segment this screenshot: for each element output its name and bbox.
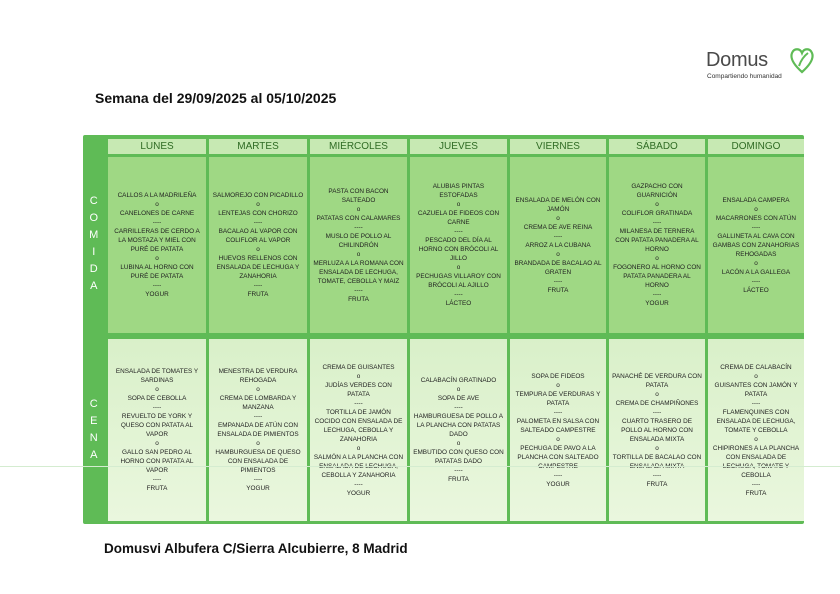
dish-line: CARRILLERAS DE CERDO A LA MOSTAZA Y MIEL CON PURÉ DE PATATA <box>114 228 200 253</box>
dish-line: MILANESA DE TERNERA CON PATATA PANADERA AL HORNO <box>615 228 699 253</box>
dish-line: o <box>256 246 260 253</box>
day-header-viernes: VIERNES <box>510 139 606 154</box>
comida-letter: O <box>89 212 99 224</box>
dish-line: ENSALADA DE MELÓN CON JAMÓN <box>515 196 601 213</box>
dish-line: ---- <box>354 223 363 231</box>
dish-line: o <box>754 259 758 267</box>
comida-cell-jueves <box>410 157 507 333</box>
dish-line: FRUTA <box>448 476 469 483</box>
dish-line: FRUTA <box>745 489 767 497</box>
dish-line: CHIPIRONES A LA PLANCHA CON ENSALADA DE CEBOLLA <box>712 444 800 479</box>
dish-line: PATATAS CON CALAMARES <box>316 214 401 222</box>
dish-line: TORTILLA DE JAMÓN COCIDO CON ENSALADA DE LECHUGA, CEBOLLA Y ZANAHORIA <box>314 408 403 443</box>
dish-line: ---- <box>751 223 761 231</box>
dish-line: o <box>556 250 560 258</box>
dish-line: EMBUTIDO CON QUESO CON PATATAS DADO <box>413 449 504 465</box>
dish-line: o <box>456 264 461 271</box>
cena-cell-domingo <box>708 339 804 521</box>
dish-line: o <box>655 201 659 208</box>
dish-line: CREMA DE CALABACÍN <box>720 363 792 371</box>
dish-line: SOPA DE CEBOLLA <box>127 395 187 402</box>
dish-line: ---- <box>553 277 563 285</box>
comida-cell-domingo <box>708 157 804 333</box>
dish-line: CREMA DE CHAMPIÑONES <box>615 399 699 407</box>
dish-line: LÁCTEO <box>445 300 472 307</box>
dish-line: ENSALADA CAMPERA <box>722 196 790 204</box>
dish-line: o <box>754 435 758 443</box>
dish-line: ---- <box>652 219 662 226</box>
dish-line: o <box>556 435 560 443</box>
dish-line: COLIFLOR GRATINADA <box>621 210 693 217</box>
comida-letter: M <box>89 229 99 241</box>
day-header-miercoles: MIÉRCOLES <box>310 139 407 154</box>
dish-line: ---- <box>553 408 563 416</box>
comida-cell-viernes <box>510 157 606 333</box>
dish-line: MUSLO DE POLLO AL CHILINDRÓN <box>325 232 392 249</box>
logo-tagline: Compartiendo humanidad <box>707 73 782 80</box>
dish-line: CREMA DE LOMBARDA Y MANZANA <box>219 395 297 411</box>
dish-line: ---- <box>652 471 662 479</box>
dish-line: ---- <box>253 413 263 420</box>
cena-letter: N <box>89 432 99 444</box>
dish-line: ---- <box>751 480 761 488</box>
dish-line: YOGUR <box>145 291 169 298</box>
comida-cell-lunes <box>108 157 206 333</box>
scan-artifact-line <box>0 466 840 467</box>
domusvi-logo <box>706 44 816 84</box>
dish-line: YOGUR <box>246 485 270 492</box>
dish-line: ARROZ A LA CUBANA <box>525 241 591 249</box>
dish-line: FRUTA <box>247 291 269 298</box>
dish-line: o <box>655 390 659 398</box>
dish-line: LACÓN A LA GALLEGA <box>721 268 791 276</box>
dish-line: ---- <box>553 232 563 240</box>
week-title: Semana del 29/09/2025 al 05/10/2025 <box>95 90 337 106</box>
dish-line: GALLINETA AL CAVA CON GAMBAS CON ZANAHORIAS REHOGADAS <box>712 232 800 258</box>
dish-line: SOPA DE FIDEOS <box>531 372 585 380</box>
dish-line: GUISANTES CON JAMÓN Y PATATA <box>714 381 798 398</box>
dish-line: MERLUZA A LA ROMANA CON ENSALADA DE LECHUGA, TOMATE, CEBOLLA Y MAIZ <box>313 259 404 285</box>
dish-line: BRANDADA DE BACALAO AL GRATEN <box>514 259 602 276</box>
dish-line: FLAMENQUINES CON ENSALADA DE LECHUGA, TOMATE Y CEBOLLA <box>716 408 796 434</box>
heart-leaf-icon <box>789 46 815 74</box>
day-header-jueves: JUEVES <box>410 139 507 154</box>
dish-line: o <box>456 440 461 447</box>
dish-line: BACALAO AL VAPOR CON COLIFLOR AL VAPOR <box>218 228 298 244</box>
dish-line: o <box>556 214 560 222</box>
dish-line: o <box>356 444 361 452</box>
dish-line: o <box>155 440 159 447</box>
dish-line: FRUTA <box>547 286 569 294</box>
dish-line: PECHUGAS VILLAROY CON BRÓCOLI AL AJILLO <box>416 273 501 289</box>
dish-line: MACARRONES CON ATÚN <box>715 214 797 222</box>
dish-line: CANELONES DE CARNE <box>119 210 195 217</box>
dish-line: SOPA DE AVE <box>437 395 480 402</box>
comida-cell-miercoles <box>310 157 407 333</box>
dish-line: YOGUR <box>645 300 669 307</box>
footer-address: Domusvi Albufera C/Sierra Alcubierre, 8 Madrid <box>104 541 408 556</box>
comida-letter: C <box>89 195 99 207</box>
comida-cell-sabado <box>609 157 705 333</box>
dish-line: ---- <box>454 228 463 235</box>
dish-line: LUBINA AL HORNO CON PURÉ DE PATATA <box>120 264 194 280</box>
comida-label <box>83 153 105 335</box>
dish-line: REVUELTO DE YORK Y QUESO CON PATATA AL VAPOR <box>120 413 194 438</box>
dish-line: HAMBURGUESA DE POLLO A LA PLANCHA CON PATATAS DADO <box>413 413 504 438</box>
dish-line: FRUTA <box>348 295 369 303</box>
dish-line: SALMOREJO CON PICADILLO <box>212 192 304 199</box>
day-header-lunes: LUNES <box>108 139 206 154</box>
dish-line: ---- <box>152 404 162 411</box>
dish-line: PASTA CON BACON SALTEADO <box>328 187 389 204</box>
dish-line: PESCADO DEL DÍA AL HORNO CON BRÓCOLI AL JILLO <box>418 237 499 262</box>
dish-line: HAMBURGUESA DE QUESO CON ENSALADA DE PIMIENTOS <box>215 449 301 474</box>
dish-line: EMPANADA DE ATÚN CON ENSALADA DE PIMIENTOS <box>217 422 299 438</box>
dish-line: GALLO SAN PEDRO AL HORNO CON PATATA AL VAPOR <box>120 449 194 474</box>
dish-line: ---- <box>354 286 363 294</box>
dish-line: ---- <box>751 277 761 285</box>
cena-cell-jueves <box>410 339 507 521</box>
dish-line: o <box>754 372 758 380</box>
dish-line: o <box>356 372 361 380</box>
dish-line: o <box>356 250 361 258</box>
dish-line: ---- <box>253 282 263 289</box>
dish-line: ---- <box>454 467 463 474</box>
comida-cell-martes <box>209 157 307 333</box>
dish-line: HUEVOS RELLENOS CON ENSALADA DE LECHUGA Y ZANAHORIA <box>216 255 300 280</box>
dish-line: SALMÓN A LA PLANCHA CON CEBOLLA Y ZANAHORIA <box>313 453 404 479</box>
dish-line: ---- <box>354 480 363 488</box>
dish-line: o <box>456 386 461 393</box>
dish-line: FRUTA <box>146 485 168 492</box>
dish-line: CALABACÍN GRATINADO <box>420 377 497 384</box>
dish-line: o <box>356 205 361 213</box>
dish-line: YOGUR <box>546 480 570 488</box>
dish-line: o <box>155 201 159 208</box>
cena-label <box>83 338 105 522</box>
cena-cell-martes <box>209 339 307 521</box>
dish-line: TEMPURA DE VERDURAS Y PATATA <box>515 390 601 407</box>
comida-letter: D <box>89 263 99 275</box>
dish-line: FRUTA <box>646 480 668 488</box>
dish-line: ---- <box>253 476 263 483</box>
dish-line: ---- <box>152 282 162 289</box>
dish-line: o <box>754 205 758 213</box>
comida-letter: I <box>92 246 96 258</box>
dish-line: o <box>456 201 461 208</box>
dish-line: ALUBIAS PINTAS ESTOFADAS <box>432 183 485 199</box>
dish-line: CUARTO TRASERO DE POLLO AL HORNO CON ENSALADA MIXTA <box>621 417 693 443</box>
dish-line: ---- <box>152 476 162 483</box>
dish-line: ---- <box>553 471 563 479</box>
cena-cell-miercoles <box>310 339 407 521</box>
dish-line: o <box>256 386 260 393</box>
cena-cell-lunes <box>108 339 206 521</box>
dish-line: o <box>155 255 159 262</box>
dish-line: ---- <box>454 291 463 298</box>
comida-letter: A <box>90 280 98 292</box>
dish-line: CREMA DE AVE REINA <box>523 223 593 231</box>
dish-line: o <box>556 381 560 389</box>
dish-line: ---- <box>454 404 463 411</box>
logo-wordmark: Domus <box>706 49 768 71</box>
dish-line: ---- <box>253 219 263 226</box>
dish-line: FOGONERO AL HORNO CON PATATA PANADERA AL HORNO <box>613 264 701 289</box>
dish-line: o <box>155 386 159 393</box>
dish-line: ---- <box>652 291 662 298</box>
dish-line: ---- <box>354 399 363 407</box>
day-header-martes: MARTES <box>209 139 307 154</box>
dish-line: o <box>655 255 659 262</box>
dish-line: PECHUGA DE PAVO A LA PLANCHA CON SALTEADO <box>517 444 599 461</box>
dish-line: JUDÍAS VERDES CON PATATA <box>325 381 392 398</box>
dish-line: YOGUR <box>346 489 371 497</box>
dish-line: CREMA DE GUISANTES <box>322 363 395 371</box>
cena-cell-viernes <box>510 339 606 521</box>
dish-line: TORTILLA DE BACALAO CON <box>612 453 702 461</box>
dish-line: o <box>655 444 659 452</box>
dish-line: GAZPACHO CON GUARNICIÓN <box>631 183 683 199</box>
cena-letter: A <box>90 449 98 461</box>
dish-line: CAZUELA DE FIDEOS CON CARNE <box>417 210 500 226</box>
dish-line: o <box>256 440 260 447</box>
cena-letter: E <box>90 415 98 427</box>
dish-line: PANACHÉ DE VERDURA CON PATATA <box>612 372 702 389</box>
dish-line: LÁCTEO <box>743 286 769 294</box>
dish-line: CALLOS A LA MADRILEÑA <box>117 192 197 199</box>
dish-line: o <box>256 201 260 208</box>
cena-letter: C <box>89 398 99 410</box>
day-header-domingo: DOMINGO <box>708 139 804 154</box>
dish-line: PALOMETA EN SALSA CON SALTEADO CAMPESTRE <box>516 417 600 434</box>
dish-line: ---- <box>152 219 162 226</box>
dish-line: LENTEJAS CON CHORIZO <box>218 210 298 217</box>
dish-line: ---- <box>751 399 761 407</box>
cena-cell-sabado <box>609 339 705 521</box>
dish-line: ENSALADA DE TOMATES Y SARDINAS <box>115 368 199 384</box>
day-header-sabado: SÁBADO <box>609 139 705 154</box>
dish-line: MENESTRA DE VERDURA REHOGADA <box>218 368 298 384</box>
dish-line: ---- <box>652 408 662 416</box>
